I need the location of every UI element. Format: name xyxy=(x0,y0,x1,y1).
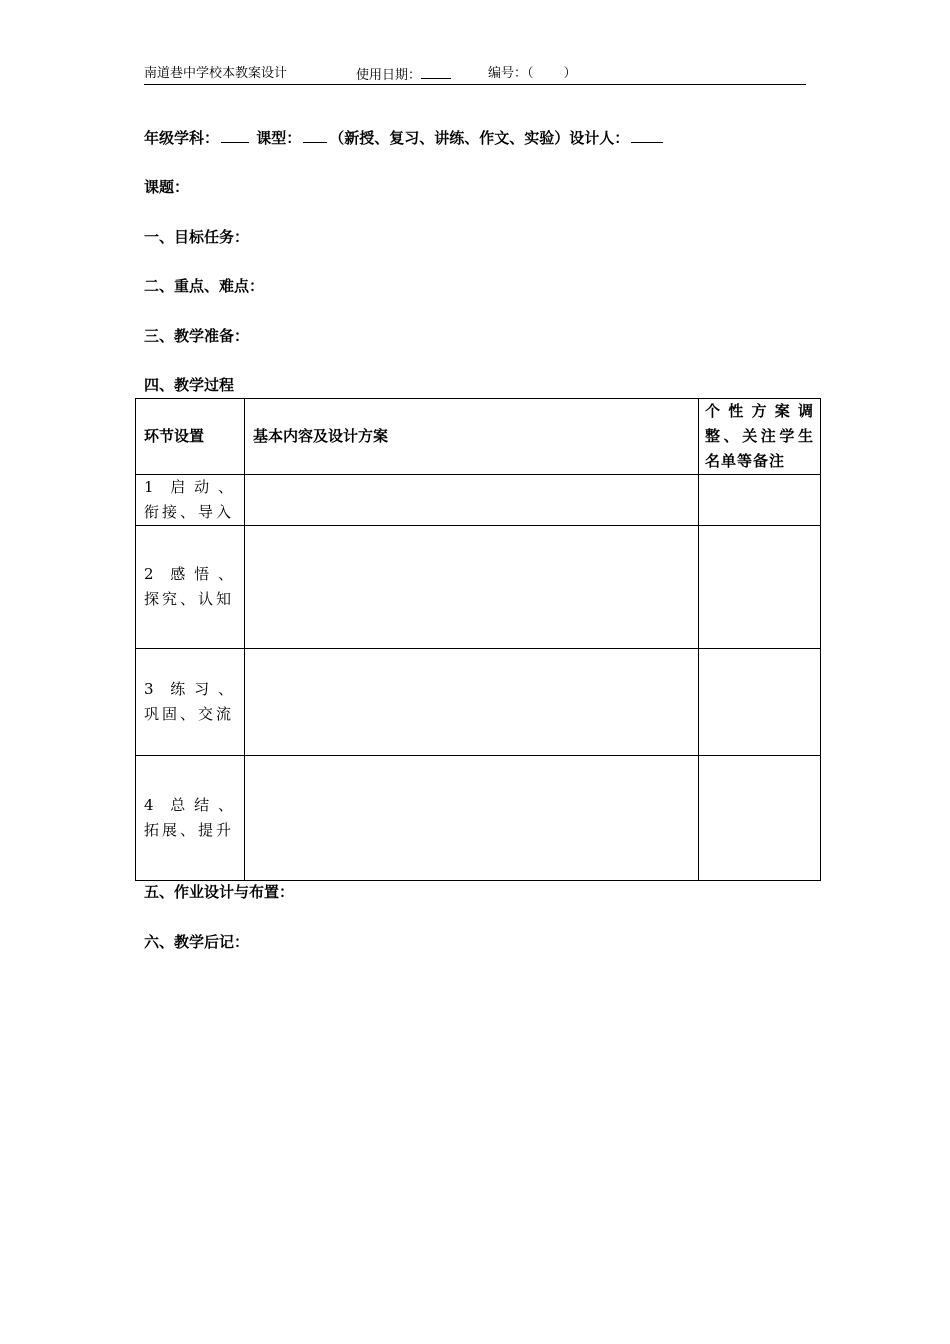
document-number-label: 编号：（ xyxy=(488,66,534,81)
section-preparation: 三、教学准备： xyxy=(144,327,250,345)
content-cell[interactable] xyxy=(245,526,699,649)
header-content: 基本内容及设计方案 xyxy=(245,399,699,475)
table-header-row xyxy=(136,399,821,475)
designer-blank[interactable] xyxy=(631,126,663,143)
lesson-type-options: （新授、复习、讲练、作文、实验）设计人： xyxy=(329,129,630,147)
stage-cell: 2 感悟、探究、认知 xyxy=(136,526,245,649)
notes-cell[interactable] xyxy=(699,649,821,756)
grade-subject-blank[interactable] xyxy=(221,126,249,143)
grade-subject-line xyxy=(144,126,665,149)
notes-cell[interactable] xyxy=(699,475,821,526)
section-key-points: 二、重点、难点： xyxy=(144,277,265,295)
table-row xyxy=(136,756,821,881)
page-header xyxy=(144,64,806,85)
usage-date-label: 使用日期： xyxy=(356,68,422,83)
table-row xyxy=(136,649,821,756)
section-reflection: 六、教学后记： xyxy=(144,933,250,951)
usage-date xyxy=(356,64,451,86)
table-row xyxy=(136,526,821,649)
stage-cell: 1 启动、衔接、导入 xyxy=(136,475,245,526)
topic-line: 课题： xyxy=(144,178,190,196)
header-stage: 环节设置 xyxy=(136,399,245,475)
table-row xyxy=(136,475,821,526)
grade-subject-label: 年级学科： xyxy=(144,129,220,147)
notes-cell[interactable] xyxy=(699,756,821,881)
notes-cell[interactable] xyxy=(699,526,821,649)
section-goals: 一、目标任务： xyxy=(144,228,250,246)
document-number xyxy=(488,64,577,84)
content-cell[interactable] xyxy=(245,756,699,881)
school-title: 南道巷中学校本教案设计 xyxy=(144,66,288,81)
document-number-close: ） xyxy=(563,66,577,81)
content-cell[interactable] xyxy=(245,649,699,756)
teaching-process-table xyxy=(135,398,821,881)
header-notes: 个性方案调整、关注学生名单等备注 xyxy=(699,399,821,475)
lesson-type-label: 课型： xyxy=(256,129,302,147)
stage-cell: 3 练习、巩固、交流 xyxy=(136,649,245,756)
section-process: 四、教学过程 xyxy=(144,376,235,394)
stage-cell: 4 总结、拓展、提升 xyxy=(136,756,245,881)
lesson-type-blank[interactable] xyxy=(303,126,327,143)
content-cell[interactable] xyxy=(245,475,699,526)
section-homework: 五、作业设计与布置： xyxy=(144,883,295,901)
usage-date-blank[interactable] xyxy=(421,64,451,79)
